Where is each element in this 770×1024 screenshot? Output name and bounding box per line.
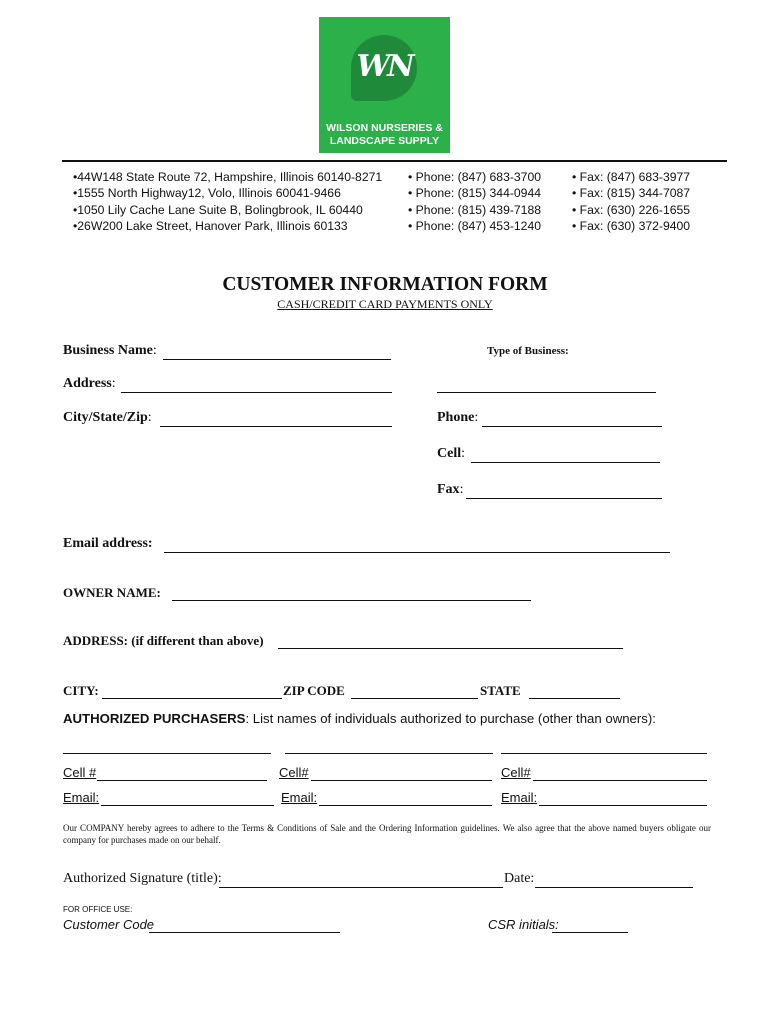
address-if-different-label: ADDRESS: (if different than above) (63, 633, 264, 648)
locations-addresses (73, 169, 382, 234)
purchaser-cell-field-1[interactable] (97, 764, 267, 781)
address-label: Address: (63, 376, 116, 391)
type-of-business-field[interactable] (437, 376, 656, 393)
owner-name-field[interactable] (172, 584, 531, 601)
locations-faxes (572, 169, 690, 234)
purchaser-name-field-3[interactable] (501, 737, 707, 754)
company-logo (319, 17, 450, 153)
type-of-business-label: Type of Business: (487, 345, 569, 357)
business-name-field[interactable] (163, 343, 391, 360)
city-state-zip-field[interactable] (160, 410, 392, 427)
business-name-label: Business Name: (63, 343, 157, 358)
logo-text-line1: WILSON NURSERIES & (326, 122, 443, 134)
office-use-label: FOR OFFICE USE: (63, 905, 133, 914)
logo-text-line2: LANDSCAPE SUPPLY (329, 135, 440, 147)
cell-label: Cell: (437, 446, 465, 461)
customer-code-label: Customer Code (63, 917, 155, 932)
purchaser-name-field-2[interactable] (285, 737, 493, 754)
state-field[interactable] (529, 682, 620, 699)
customer-code-field[interactable] (149, 916, 340, 933)
purchaser-cell-field-2[interactable] (311, 764, 492, 781)
authorized-signature-label: Authorized Signature (title): (63, 871, 222, 886)
purchaser-cell-field-3[interactable] (533, 764, 707, 781)
city-state-zip-label: City/State/Zip: (63, 410, 152, 425)
email-address-field[interactable] (164, 536, 670, 553)
purchaser-cell-label-1: Cell # (63, 765, 97, 780)
purchaser-email-field-2[interactable] (319, 789, 492, 806)
csr-initials-label: CSR initials: (488, 917, 559, 932)
date-field[interactable] (535, 871, 693, 888)
purchaser-cell-label-3: Cell# (501, 765, 531, 780)
location-phone: • Phone: (847) 683-3700 (408, 170, 542, 184)
fax-label: Fax: (437, 482, 464, 497)
form-subtitle: CASH/CREDIT CARD PAYMENTS ONLY (277, 297, 493, 311)
location-phone: • Phone: (815) 439-7188 (408, 202, 542, 217)
purchaser-cell-label-2: Cell# (279, 765, 309, 780)
address-field[interactable] (121, 376, 392, 393)
purchaser-email-label-1: Email: (63, 790, 100, 805)
zip-code-label: ZIP CODE (283, 683, 345, 698)
purchaser-email-label-3: Email: (501, 790, 538, 805)
form-title: CUSTOMER INFORMATION FORM (222, 274, 548, 295)
city-label: CITY: (63, 683, 99, 698)
agreement-text: Our COMPANY hereby agrees to adhere to the Terms & Conditions of Sale and the Ordering Information guidelines. We also agree that the above named buyers obligate our company for purchases made on our behalf. (63, 823, 711, 845)
location-fax: • Fax: (630) 226-1655 (572, 202, 691, 217)
location-phone: • Phone: (815) 344-0944 (408, 186, 542, 201)
authorized-purchasers-text: AUTHORIZED PURCHASERS: List names of individuals authorized to purchase (other than owners): (63, 711, 656, 726)
header-rule (62, 160, 727, 162)
location-address: •44W148 State Route 72, Hampshire, Illinois 60140-8271 (73, 170, 383, 184)
state-label: STATE (480, 683, 521, 698)
date-label: Date: (504, 871, 535, 886)
owner-name-label: OWNER NAME: (63, 585, 161, 600)
location-phone: • Phone: (847) 453-1240 (408, 218, 542, 233)
location-address: •1050 Lily Cache Lane Suite B, Bolingbrook, IL 60440 (73, 202, 363, 217)
location-fax: • Fax: (630) 372-9400 (572, 218, 691, 233)
locations-phones (408, 169, 541, 234)
authorized-signature-field[interactable] (219, 871, 503, 888)
phone-label: Phone: (437, 410, 479, 425)
zip-code-field[interactable] (351, 682, 478, 699)
location-fax: • Fax: (815) 344-7087 (572, 186, 691, 201)
address-if-different-field[interactable] (278, 632, 623, 649)
location-address: •26W200 Lake Street, Hanover Park, Illinois 60133 (73, 218, 348, 233)
purchaser-email-field-1[interactable] (101, 789, 274, 806)
csr-initials-field[interactable] (552, 916, 628, 933)
purchaser-name-field-1[interactable] (63, 737, 271, 754)
purchaser-email-field-3[interactable] (539, 789, 707, 806)
city-field[interactable] (102, 682, 282, 699)
location-fax: • Fax: (847) 683-3977 (572, 170, 691, 184)
fax-field[interactable] (466, 482, 662, 499)
location-address: •1555 North Highway12, Volo, Illinois 60041-9466 (73, 186, 341, 201)
cell-field[interactable] (471, 446, 660, 463)
phone-field[interactable] (482, 410, 662, 427)
purchaser-email-label-2: Email: (281, 790, 318, 805)
email-address-label: Email address: (63, 536, 153, 551)
logo-mark-icon (351, 35, 417, 101)
logo-monogram: WN (356, 49, 412, 84)
